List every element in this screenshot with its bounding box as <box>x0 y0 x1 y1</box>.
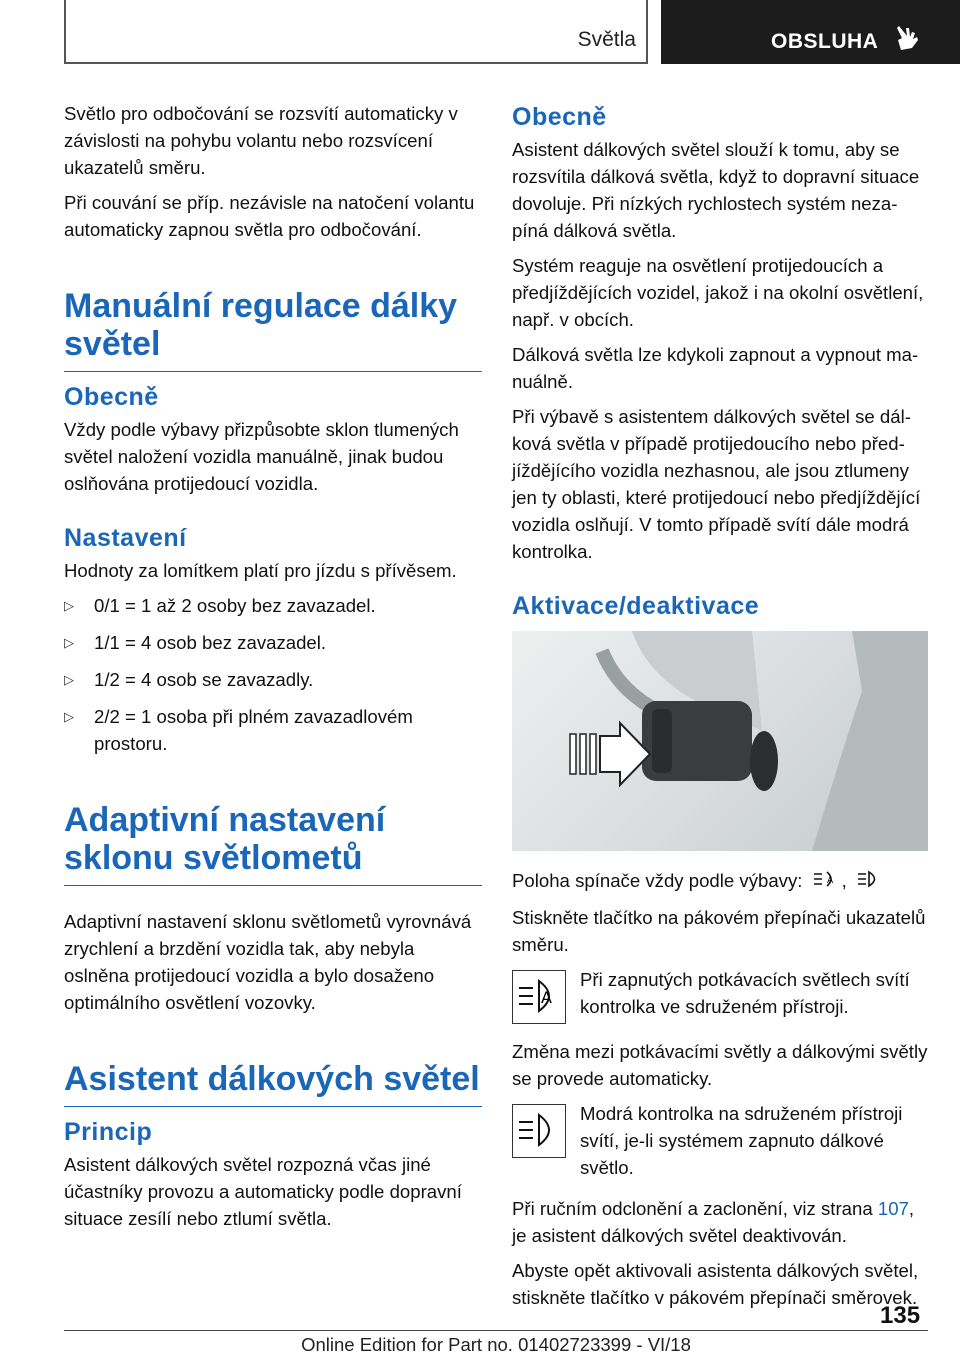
intro-paragraph: Světlo pro odbočování se rozsvítí automaticky v závislosti na pohybu volantu nebo rozsvícení ukazatelů směru. <box>64 103 458 178</box>
footer-divider <box>64 1330 928 1331</box>
settings-list <box>64 592 482 757</box>
paragraph: Asistent dálkových světel slouží k tomu, aby se rozsvítila dálková světla, když to dopravní situace dovoluje. Při nízkých rychlostech systém neza-píná dálková světla. <box>512 139 920 241</box>
paragraph: Dálková světla lze kdykoli zapnout a vypnout ma-nuálně. <box>512 344 919 392</box>
left-column <box>64 100 482 1240</box>
heading-assistant: Asistent dálkových světel <box>64 1060 482 1107</box>
footer-text: Online Edition for Part no. 01402723399 - VI/18 <box>301 1334 691 1355</box>
reactivate-text: Abyste opět aktivovali asistenta dálkových světel, stiskněte tlačítko v pákovém přepínači směrovek. <box>512 1259 919 1308</box>
indicator-note-1 <box>512 966 930 1024</box>
intro-paragraph: Při couvání se příp. nezávisle na natočení volantu automaticky zapnou světla pro odbočování. <box>64 192 475 240</box>
press-button-text: Stiskněte tlačítko na pákovém přepínači ukazatelů směru. <box>512 906 926 955</box>
auto-high-beam-indicator-icon <box>512 970 566 1024</box>
indicator-2-text: Modrá kontrolka na sdruženém přístroji svítí, je-li systémem zapnuto dálkové světlo. <box>580 1102 903 1178</box>
paragraph: Systém reaguje na osvětlení protijedoucích a předjíždějících vozidel, jakož i na okolní osvětlení, např. v obcích. <box>512 255 924 330</box>
page-number: 135 <box>880 1302 921 1329</box>
section-title: Světla <box>577 28 636 51</box>
switch-position-label: Poloha spínače vždy podle výbavy: <box>512 870 803 891</box>
change-text: Změna mezi potkávacími světly a dálkovými světly se provede automaticky. <box>512 1040 928 1089</box>
list-item: ▷ 1/2 = 4 osob se zavazadly. <box>64 666 482 693</box>
turn-signal-lever-photo <box>512 631 928 851</box>
high-beam-indicator-icon <box>512 1104 566 1158</box>
manual-text <box>512 1195 930 1249</box>
list-item: ▷ 2/2 = 1 osoba při plném zavazadlovém prostoru. <box>64 703 482 757</box>
page-reference-link[interactable]: 107 <box>877 1197 909 1219</box>
heading-adaptive: Adaptivní nastavení sklonu světlometů <box>64 801 482 886</box>
manual-text-pre: Při ručním odclonění a zaclonění, viz strana <box>512 1197 878 1219</box>
subheading-general: Obecně <box>64 383 159 411</box>
chapter-tab[interactable] <box>661 0 960 64</box>
high-beam-icon <box>856 869 882 896</box>
subheading-activation: Aktivace/deaktivace <box>512 592 760 620</box>
paragraph: Při výbavě s asistentem dálkových světel se dál-ková světla v případě protijedoucího nebo před-jíždějícího vozidla nezhasnou, ale jsou ztlumeny jen ty oblasti, které protijedoucí nebo předjíždějící vozidla oslňují. V tomto případě svítí dále modrá kontrolka. <box>512 406 921 562</box>
list-item: ▷ 1/1 = 4 osob bez zavazadel. <box>64 629 482 656</box>
paragraph-general: Vždy podle výbavy přizpůsobte sklon tlumených světel naložení vozidla manuálně, jinak budou oslňována protijedoucí vozidla. <box>64 419 459 494</box>
indicator-note-2 <box>512 1100 930 1181</box>
icon-separator: , <box>841 870 847 891</box>
switch-position-text <box>512 867 930 896</box>
subheading-principle: Princip <box>64 1118 153 1146</box>
manual-text-post: , je asistent dálkových světel deaktivován. <box>512 1197 915 1246</box>
svg-text:A: A <box>541 987 552 1007</box>
list-item: ▷ 0/1 = 1 až 2 osoby bez zavazadel. <box>64 592 482 619</box>
heading-manual-range: Manuální regulace dálky světel <box>64 287 482 372</box>
svg-text:A: A <box>826 875 833 886</box>
paragraph-principle: Asistent dálkových světel rozpozná včas jiné účastníky provozu a automaticky podle dopravní situace zesílí nebo ztlumí světla. <box>64 1154 462 1229</box>
indicator-1-text: Při zapnutých potkávacích světlech svítí kontrolka ve sdruženém přístroji. <box>580 968 910 1017</box>
hand-pointer-icon <box>895 24 921 57</box>
right-column <box>512 100 930 1319</box>
paragraph-adaptive: Adaptivní nastavení sklonu světlometů vyrovnává zrychlení a brzdění vozidla tak, aby nebyla oslněna protijedoucí vozidla a bylo dosaženo optimálního osvětlení vozovky. <box>64 911 472 1013</box>
subheading-general-right: Obecně <box>512 103 607 131</box>
subheading-setting: Nastavení <box>64 524 187 552</box>
chapter-tab-label: OBSLUHA <box>771 30 879 53</box>
auto-high-beam-icon <box>812 869 838 896</box>
paragraph-setting: Hodnoty za lomítkem platí pro jízdu s přívěsem. <box>64 560 457 581</box>
